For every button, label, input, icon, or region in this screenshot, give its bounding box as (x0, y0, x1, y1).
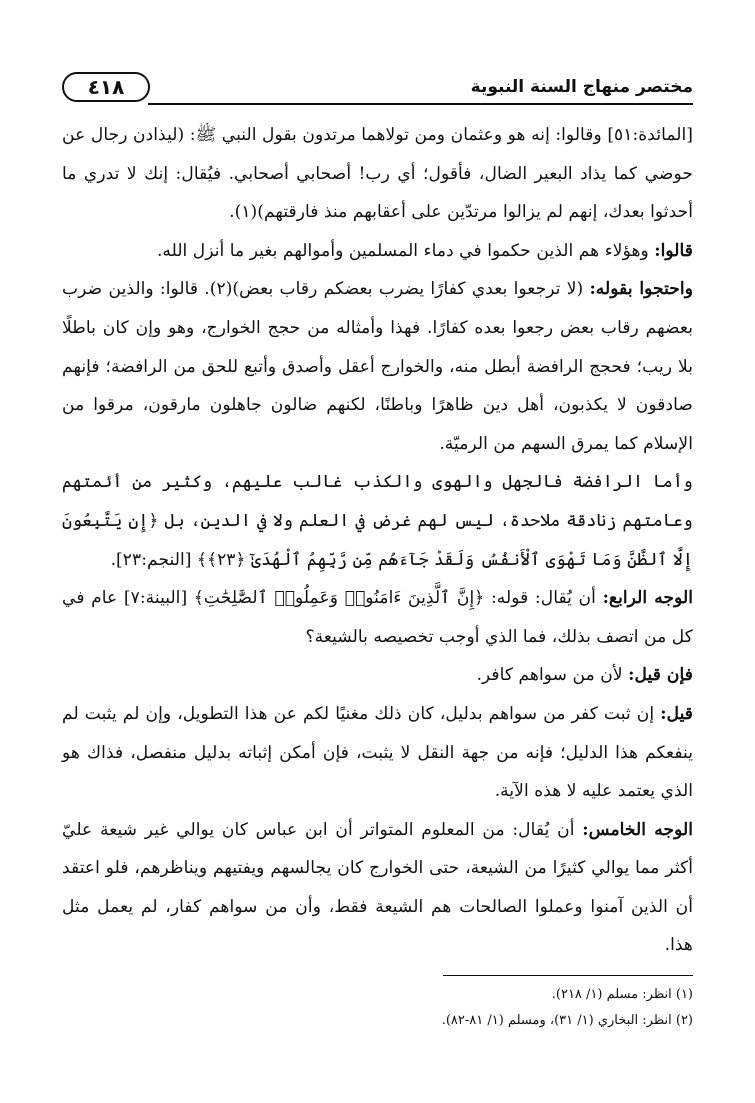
paragraph: [المائدة:٥١] وقالوا: إنه هو وعثمان ومن تولاهما مرتدون بقول النبي ﷺ: (ليذادن رجال عن حوضي كما يذاد البعير الضال، فأقول؛ أي رب! أصحابي أصحابي. فيُقال: إنك لا تدري ما أحدثوا بعدك، إنهم لم يزالوا مرتدّين على أعقابهم منذ فارقتهم)(١). (62, 125, 693, 223)
paragraph: قيل: إن ثبت كفر من سواهم بدليل، كان ذلك مغنيًا لكم عن هذا التطويل، وإن لم يثبت لم ينفعكم هذا الدليل؛ فإنه من جهة النقل لا يثبت، فإن أمكن إثباته بدليل منفصل، فذاك هو الذي يعتمد عليه لا هذه الآية. (62, 703, 693, 802)
footnote-rule (443, 975, 693, 976)
header-rule (148, 103, 693, 105)
paragraph: فإن قيل: لأن من سواهم كافر. (476, 665, 693, 686)
paragraph: واحتجوا بقوله: (لا ترجعوا بعدي كفارًا يضرب بعضكم رقاب بعض)(٢). قالوا: والذين ضرب بعضهم رقاب بعض رجعوا بعده كفارًا. فهذا وأمثاله من حجج الخوارج، وهو وإن كان باطلًا بلا ريب؛ فحجج الرافضة أبطل منه، والخوارج أعقل وأصدق وأتبع للحق من الرافضة؛ فإنهم صادقون لا يكذبون، أهل دين ظاهرًا وباطنًا، لكنهم ضالون جاهلون مارقون، مرقوا من الإسلام كما يمرق السهم من الرميّة. (62, 279, 694, 454)
paragraph: الوجه الخامس: أن يُقال: من المعلوم المتواتر أن ابن عباس كان يوالي غير شيعة عليّ أكثر مما يوالي كثيرًا من الشيعة، حتى الخوارج كان يجالسهم ويفتيهم ويناظرهم، فلو اعتقد أن الذين آمنوا وعملوا الصالحات هم الشيعة فقط، وأن من سواهم كفار، لم يعمل مثل هذا. (62, 819, 693, 956)
page-header (62, 70, 693, 106)
paragraph: وأما الرافضة فالجهل والهوى والكذب غالب عليهم، وكثير من أئمتهم وعامتهم زنادقة ملاحدة، ليس لهم غرض في العلم ولا في الدين، بل ﴿إِن يَتَّبِعُونَ إِلَّا ٱلظَّنَّ وَمَا تَهْوَى ٱلْأَنفُسُ وَلَقَدْ جَآءَهُم مِّن رَّبِّهِمُ ٱلْهُدَىٰٓ ﴿٢٣﴾﴾ [النجم:٢٣]. (62, 472, 693, 570)
main-text (62, 116, 693, 965)
footnote: (٢) انظر: البخاري (١/ ٣١)، ومسلم (١/ ٨١-٨٢). (441, 1013, 693, 1028)
footnotes (62, 982, 693, 1034)
book-title: مختصر منهاج السنة النبوية (470, 77, 693, 97)
paragraph: قالوا: وهؤلاء هم الذين حكموا في دماء المسلمين وأموالهم بغير ما أنزل الله. (156, 240, 693, 261)
footnote: (١) انظر: مسلم (١/ ٢١٨). (551, 987, 693, 1002)
page-number: ٤١٨ (62, 72, 150, 102)
paragraph: الوجه الرابع: أن يُقال: قوله: ﴿إِنَّ ٱلَّذِينَ ءَامَنُوا۟ وَعَمِلُوا۟ ٱلصَّٰلِحَٰتِ﴾ [البينة:٧] عام في كل من اتصف بذلك، فما الذي أوجب تخصيصه بالشيعة؟ (62, 588, 694, 647)
